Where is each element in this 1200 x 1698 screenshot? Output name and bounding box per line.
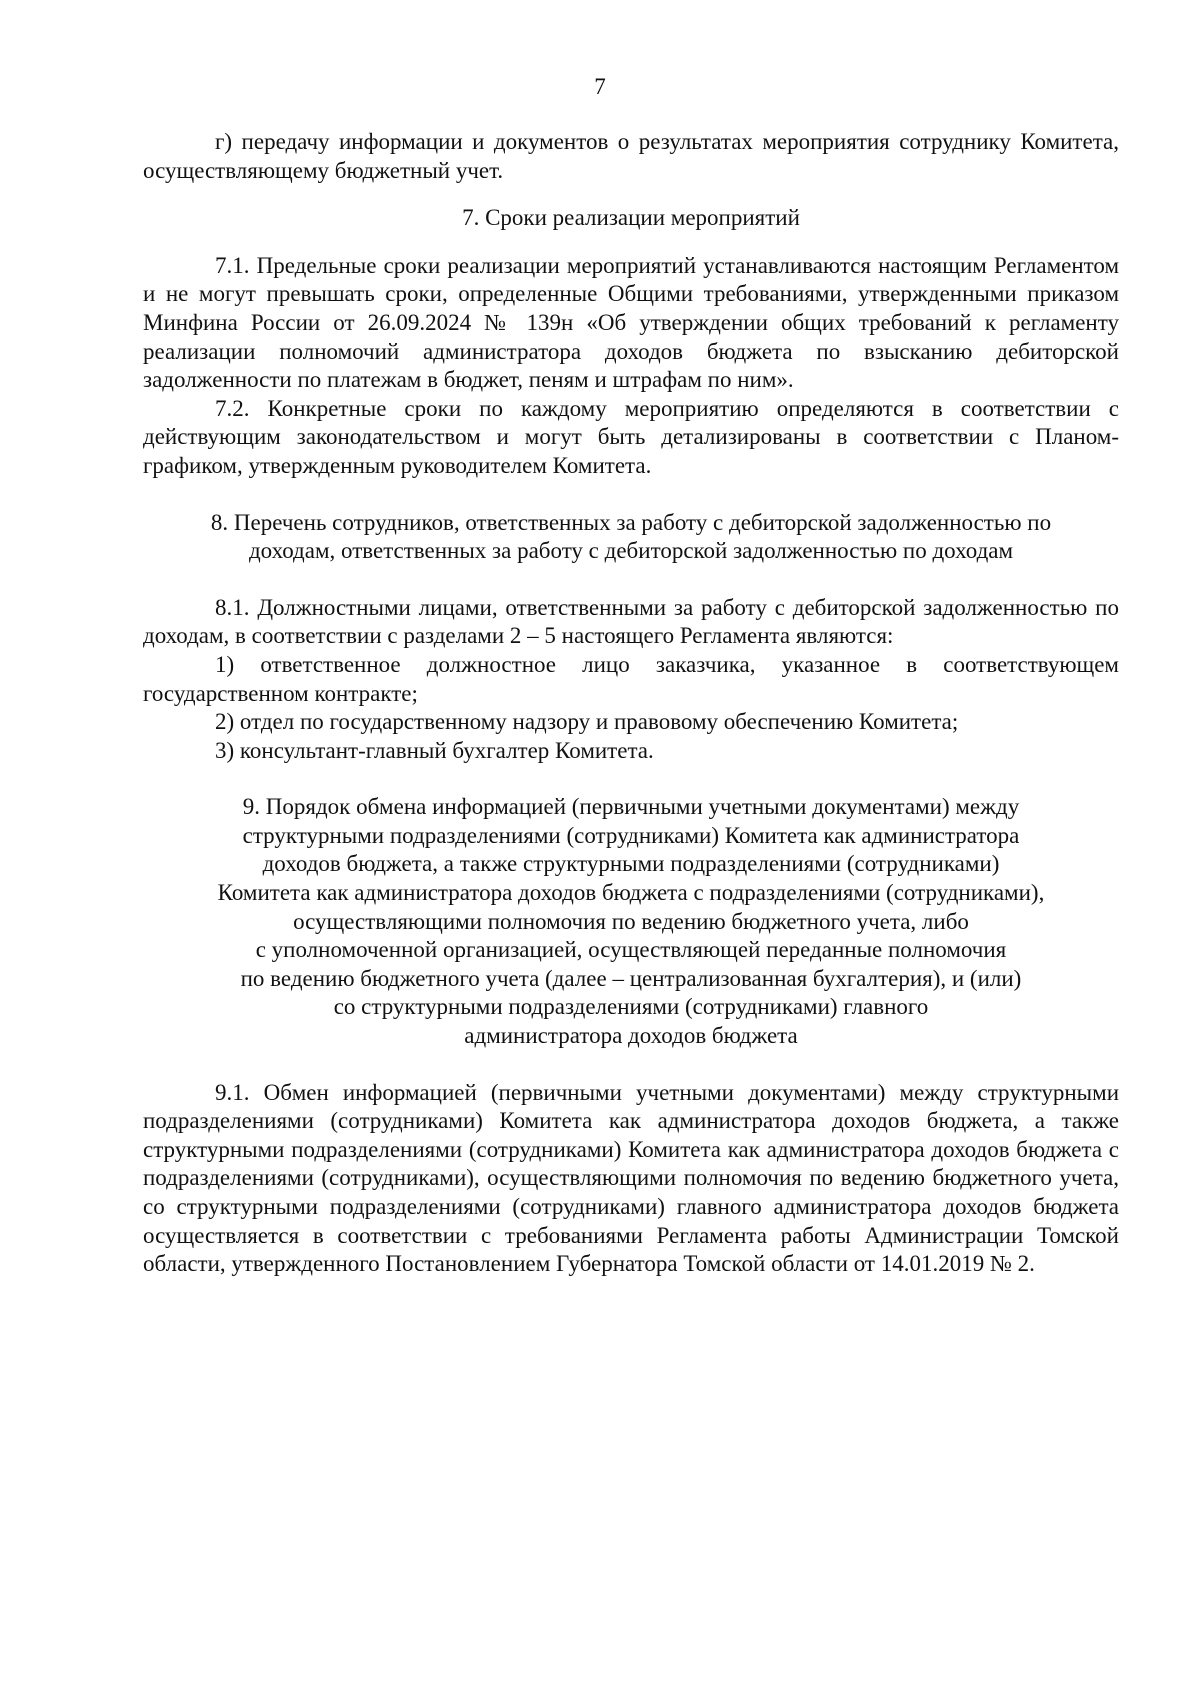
section-9-heading [143,793,1119,1050]
spacer [143,185,1119,204]
spacer [143,233,1119,252]
list-item: 1) ответственное должностное лицо заказчика, указанное в соответствующем государственном контракте; [143,651,1119,706]
spacer [143,566,1119,594]
paragraph-item-g: г) передачу информации и документов о результатах мероприятия сотруднику Комитета, осуществляющему бюджетный учет. [143,129,1119,183]
paragraph-7-1: 7.1. Предельные сроки реализации мероприятий устанавливаются настоящим Регламентом и не могут превышать сроки, определенные Общими требованиями, утвержденными приказом Минфина России от 26.09.2024 № 139н «Об утверждении общих требований к регламенту реализации полномочий администратора доходов бюджета по взысканию дебиторской задолженности по платежам в бюджет, пеням и штрафам по ним». [143,252,1119,393]
paragraph-9-1: 9.1. Обмен информацией (первичными учетными документами) между структурными подразделениями (сотрудниками) Комитета как администратора доходов бюджета, а также структурными подразделениями (сотрудниками) Комитета как администратора доходов бюджета с подразделениями (сотрудниками), осуществляющими полномочия по ведению бюджетного учета, со структурными подразделениями (сотрудниками) главного администратора доходов бюджета осуществляется в соответствии с требованиями Регламента работы Администрации Томской области, утвержденного Постановлением Губернатора Томской области от 14.01.2019 № 2. [143,1079,1119,1277]
heading-line: осуществляющими полномочия по ведению бюджетного учета, либо [293,908,969,934]
heading-line: структурными подразделениями (сотрудниками) Комитета как администратора [242,822,1020,848]
heading-line: доходам, ответственных за работу с дебиторской задолженностью по доходам [248,538,1014,564]
document-body [143,128,1119,1279]
heading-line: по ведению бюджетного учета (далее – централизованная бухгалтерия), и (или) [240,965,1022,991]
page-number: 7 [594,74,606,99]
paragraph-8-1: 8.1. Должностными лицами, ответственными за работу с дебиторской задолженностью по доходам, в соответствии с разделами 2 – 5 настоящего Регламента являются: [143,594,1119,649]
heading-line: доходов бюджета, а также структурными подразделениями (сотрудниками) [262,851,1000,877]
heading-line: со структурными подразделениями (сотрудниками) главного [333,994,929,1020]
list-item: 3) консультант-главный бухгалтер Комитета. [215,737,654,763]
heading-line: Комитета как администратора доходов бюджета с подразделениями (сотрудниками), [217,880,1045,906]
paragraph-7-2: 7.2. Конкретные сроки по каждому мероприятию определяются в соответствии с действующим законодательством и могут быть детализированы в соответствии с Планом-графиком, утвержденным руководителем Комитета. [143,395,1119,478]
section-7-heading: 7. Сроки реализации мероприятий [462,205,800,231]
heading-line: 9. Порядок обмена информацией (первичными учетными документами) между [242,794,1020,820]
list-item: 2) отдел по государственному надзору и правовому обеспечению Комитета; [215,709,959,735]
spacer [143,1051,1119,1079]
section-8-heading [143,509,1119,566]
heading-line: с уполномоченной организацией, осуществляющей переданные полномочия [255,937,1007,963]
heading-line: администратора доходов бюджета [464,1023,798,1049]
heading-line: 8. Перечень сотрудников, ответственных за работу с дебиторской задолженностью по [210,509,1052,535]
spacer [143,765,1119,793]
spacer [143,481,1119,509]
